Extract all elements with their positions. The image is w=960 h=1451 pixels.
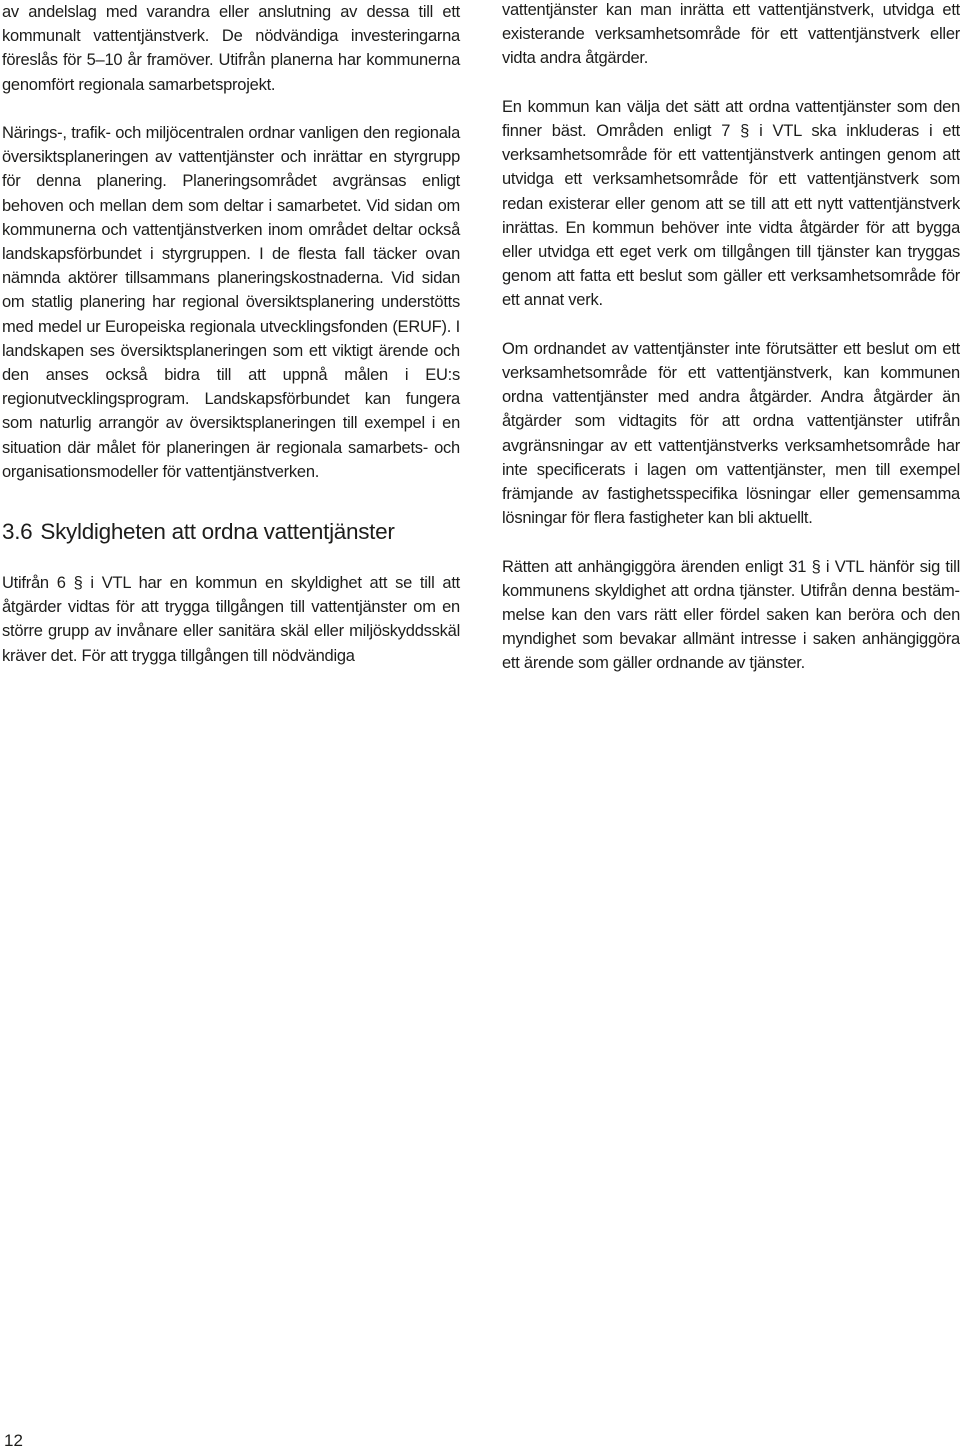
section-heading — [2, 518, 460, 546]
body-paragraph: Utifrån 6 § i VTL har en kommun en skyldighet att se till att åtgärder vidtas för att trygga tillgången till vattentjänster om en större grupp av invånare eller sanitära skäl eller miljöskyddsskäl kräver det. För att trygga tillgången till nödvändiga — [2, 574, 460, 665]
left-column — [2, 0, 460, 692]
right-column — [502, 0, 960, 700]
body-paragraph: Närings-, trafik- och miljöcentralen ordnar vanligen den regionala översiktsplaneringen av vattentjänster och inrättar en styrgrupp för denna planering. Planeringsområdet avgränsas enligt behoven och mellan dem som deltar i samarbetet. Vid sidan om kommunerna och vattentjänstverken inom området deltar också landskapsförbundet i styrgruppen. I de flesta fall täcker ovan nämnda aktörer tillsammans planeringskostnaderna. Vid sidan om statlig planering har regional översiktsplanering understötts med medel ur Europeiska regionala utvecklingsfonden (ERUF). I landskapen ses översiktsplaneringen som ett viktigt ärende och den anses också bidra till att uppnå målen i EU:s regionutvecklingsprogram. Landskapsförbundet kan fungera som naturlig arrangör av översiktsplaneringen till exempel i en situation där målet för planeringen är regionala samarbets- och organisationsmodeller för vattentjänstverken. — [2, 124, 460, 481]
section-title: Skyldigheten att ordna vattentjänster — [40, 519, 395, 545]
body-paragraph: En kommun kan välja det sätt att ordna vattentjänster som den finner bäst. Områden enligt 7 § i VTL ska inkluderas i ett verksamhetsområde för ett vattentjänstverk antingen genom att utvidga ett verksamhetsområde för ett vattentjänstverk som redan existerar eller genom att se till att ett nytt vattentjänstverk inrättas. En kommun behöver inte vidta åtgärder för att bygga eller utvidga ett eget verk om tillgången till tjänster kan tryggas genom att fatta ett beslut som gäller ett verksamhetsområde för ett annat verk. — [502, 97, 960, 310]
body-paragraph: av andelslag med varandra eller anslutning av dessa till ett kommunalt vattentjänstverk. De nödvändiga investeringarna föreslås för 5–10 år framöver. Utifrån planerna har kommunerna genomfört regionala samarbetsprojekt. — [2, 3, 460, 94]
body-paragraph: Om ordnandet av vattentjänster inte förutsätter ett beslut om ett verksamhetsområde för ett vattentjänstverk, kan kommunen ordna vattentjänster med andra åtgärder. Andra åtgärder än åtgärder som vidtagits för att ordna vattentjänster utifrån avgränsningar av ett vattentjänstverks verksamhetsområde har inte specificerats i lagen om vattentjänster, men till exempel främjande av fastighetsspecifika lösningar eller gemensamma lösningar för flera fastigheter kan bli aktuellt. — [502, 339, 960, 528]
section-number: 3.6 — [2, 519, 33, 545]
page-number: 12 — [4, 1431, 23, 1450]
body-paragraph: Rätten att anhängiggöra ärenden enligt 31 § i VTL hänför sig till kommunens skyldighet att ordna tjänster. Utifrån denna bestämmelse kan den vars rätt eller fördel saken kan beröra och den myndighet som bevakar allmänt intresse i saken anhängiggöra ett ärende som gäller ordnande av tjänster. — [502, 557, 960, 673]
body-paragraph: vattentjänster kan man inrätta ett vattentjänstverk, utvidga ett existerande verksamhetsområde för ett vattentjänstverk eller vidta andra åtgärder. — [502, 1, 960, 68]
